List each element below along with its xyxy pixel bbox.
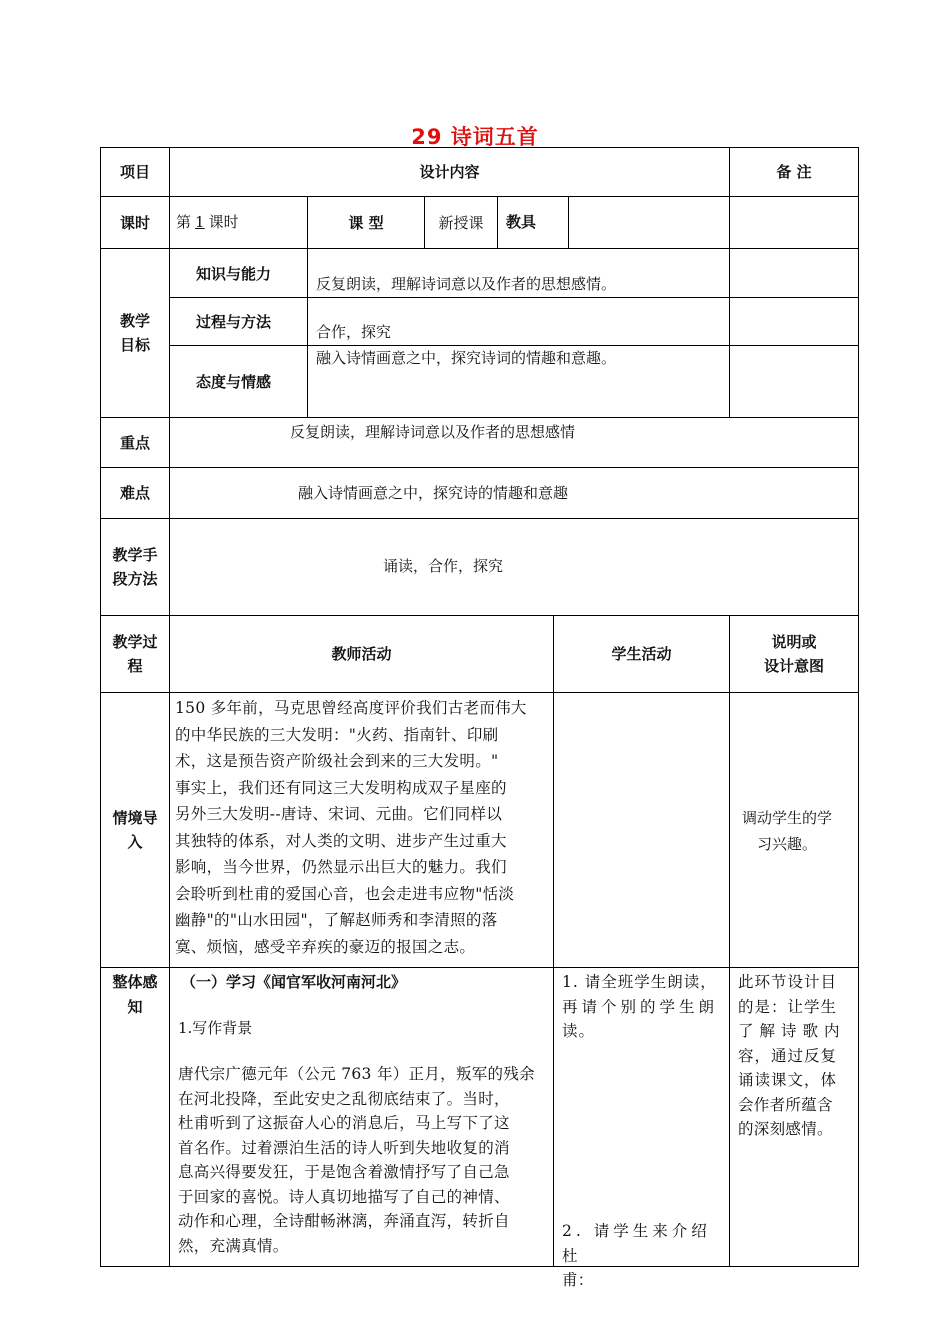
intro-label-line2: 入: [127, 833, 143, 851]
overview-label: [101, 970, 169, 1022]
intro-label: [101, 693, 169, 967]
overview-body-line: 首名作。过着漂泊生活的诗人听到失地收复的消: [178, 1138, 510, 1157]
overview-intent-line: 诵读课文，体: [738, 1071, 838, 1089]
intro-line: 其独特的体系，对人类的文明、进步产生过重大: [175, 831, 507, 850]
lesson-period-prefix: 第: [176, 213, 192, 231]
student-step1-line: 再请个别的学生朗: [562, 997, 719, 1016]
overview-body: [178, 1062, 550, 1262]
difficulty-value: 融入诗情画意之中，探究诗的情趣和意趣: [298, 484, 569, 502]
overview-subtitle: 1.写作背景: [178, 1019, 253, 1037]
design-intent-header-line2: 设计意图: [763, 657, 824, 675]
overview-section-title: （一）学习《闻官军收河南河北》: [181, 973, 407, 991]
overview-intent-line: 的深刻感情。: [738, 1120, 833, 1138]
key-point-label: 重点: [119, 433, 150, 452]
methods-label: [101, 519, 169, 615]
goal-knowledge-label: 知识与能力: [196, 265, 272, 283]
lesson-period-number: 1: [195, 213, 205, 231]
process-label-line1: 教学过: [112, 633, 158, 651]
lesson-tools-label: 教具: [506, 213, 537, 231]
goal-process-value: 合作，探究: [316, 323, 392, 341]
lesson-period-suffix: 课时: [208, 213, 239, 231]
overview-body-line: 然，充满真情。: [178, 1236, 289, 1255]
goals-label-line1: 教学: [119, 312, 150, 330]
overview-intent-line: 会作者所蕴含: [738, 1095, 833, 1114]
methods-label-line2: 段方法: [112, 570, 158, 588]
difficulty-label: 难点: [119, 484, 150, 502]
overview-student-step1: [562, 970, 724, 1042]
student-activity-header: 学生活动: [611, 645, 672, 663]
intro-line: 术，这是预告资产阶级社会到来的三大发明。": [175, 752, 499, 770]
intro-line: 寞、烦恼，感受辛弃疾的豪迈的报国之志。: [175, 937, 476, 956]
goal-attitude-label: 态度与情感: [196, 373, 272, 391]
lesson-tools-value: [572, 210, 722, 234]
page-title: 29 诗词五首: [411, 125, 539, 149]
overview-student-step2: [562, 1219, 724, 1289]
intro-line: 150 多年前，马克思曾经高度评价我们古老而伟大: [175, 699, 527, 717]
header-project: 项目: [119, 163, 150, 181]
intro-design-intent: [742, 805, 854, 857]
process-label: [101, 616, 169, 692]
design-intent-header-line1: 说明或: [771, 633, 817, 651]
header-notes: 备 注: [776, 163, 812, 181]
overview-label-line1: 整体感: [112, 973, 158, 991]
overview-intent-line: 的是：让学生: [738, 997, 838, 1016]
overview-intent-line: 容，通过反复: [738, 1046, 838, 1065]
lesson-period: [176, 210, 306, 234]
overview-body-line: 唐代宗广德元年（公元 763 年）正月，叛军的残余: [178, 1065, 535, 1083]
intro-line: 事实上，我们还有同这三大发明构成双子星座的: [175, 778, 507, 797]
goals-label: [101, 249, 169, 417]
methods-value: 诵读，合作，探究: [383, 557, 504, 575]
student-step2-line: 甫：: [562, 1271, 594, 1289]
goal-attitude-value: 融入诗情画意之中，探究诗词的情趣和意趣。: [316, 349, 617, 367]
overview-design-intent: [738, 970, 854, 1150]
intro-line: 会聆听到杜甫的爱国心音，也会走进韦应物"恬淡: [175, 884, 515, 903]
intro-line: 影响，当今世界，仍然显示出巨大的魅力。我们: [175, 858, 507, 876]
student-step2-line: 2. 请学生来介绍杜: [562, 1222, 711, 1265]
intro-line: 的中华民族的三大发明："火药、指南针、印刷: [175, 725, 499, 744]
methods-label-line1: 教学手: [112, 546, 158, 564]
overview-body-line: 息高兴得要发狂，于是饱含着激情抒写了自己急: [178, 1163, 510, 1181]
key-point-value: 反复朗读，理解诗词意以及作者的思想感情: [290, 423, 576, 441]
overview-body-line: 在河北投降，至此安史之乱彻底结束了。当时，: [178, 1089, 510, 1108]
student-step1-line: 1. 请全班学生朗读，: [562, 973, 717, 991]
intro-intent-line1: 调动学生的学: [742, 809, 833, 827]
student-step1-line: 读。: [562, 1022, 596, 1040]
goal-knowledge-value: 反复朗读，理解诗词意以及作者的思想感情。: [316, 275, 617, 293]
overview-label-line2: 知: [127, 998, 143, 1016]
goals-label-line2: 目标: [119, 336, 150, 354]
overview-body-line: 杜甫听到了这振奋人心的消息后，马上写下了这: [178, 1114, 510, 1132]
intro-line: 另外三大发明--唐诗、宋词、元曲。它们同样以: [175, 805, 503, 823]
overview-body-line: 于回家的喜悦。诗人真切地描写了自己的神情、: [178, 1187, 510, 1206]
design-intent-header: [730, 616, 858, 692]
intro-intent-line2: 习兴趣。: [757, 835, 818, 853]
overview-intent-line: 此环节设计目: [738, 973, 838, 991]
lesson-type-value: 新授课: [438, 213, 484, 232]
goal-process-label: 过程与方法: [196, 313, 272, 331]
intro-label-line1: 情境导: [112, 809, 158, 827]
header-design-content: 设计内容: [419, 163, 480, 181]
intro-teacher-text: [175, 695, 551, 965]
overview-intent-line: 了解诗歌内: [738, 1022, 846, 1040]
lesson-type-label: 课 型: [348, 213, 384, 232]
process-label-line2: 程: [127, 657, 143, 675]
intro-line: 幽静"的"山水田园"，了解赵师秀和李清照的落: [175, 911, 498, 929]
lesson-label: 课时: [119, 213, 150, 232]
teacher-activity-header: 教师活动: [331, 645, 392, 663]
overview-body-line: 动作和心理，全诗酣畅淋漓，奔涌直泻，转折自: [178, 1212, 510, 1230]
